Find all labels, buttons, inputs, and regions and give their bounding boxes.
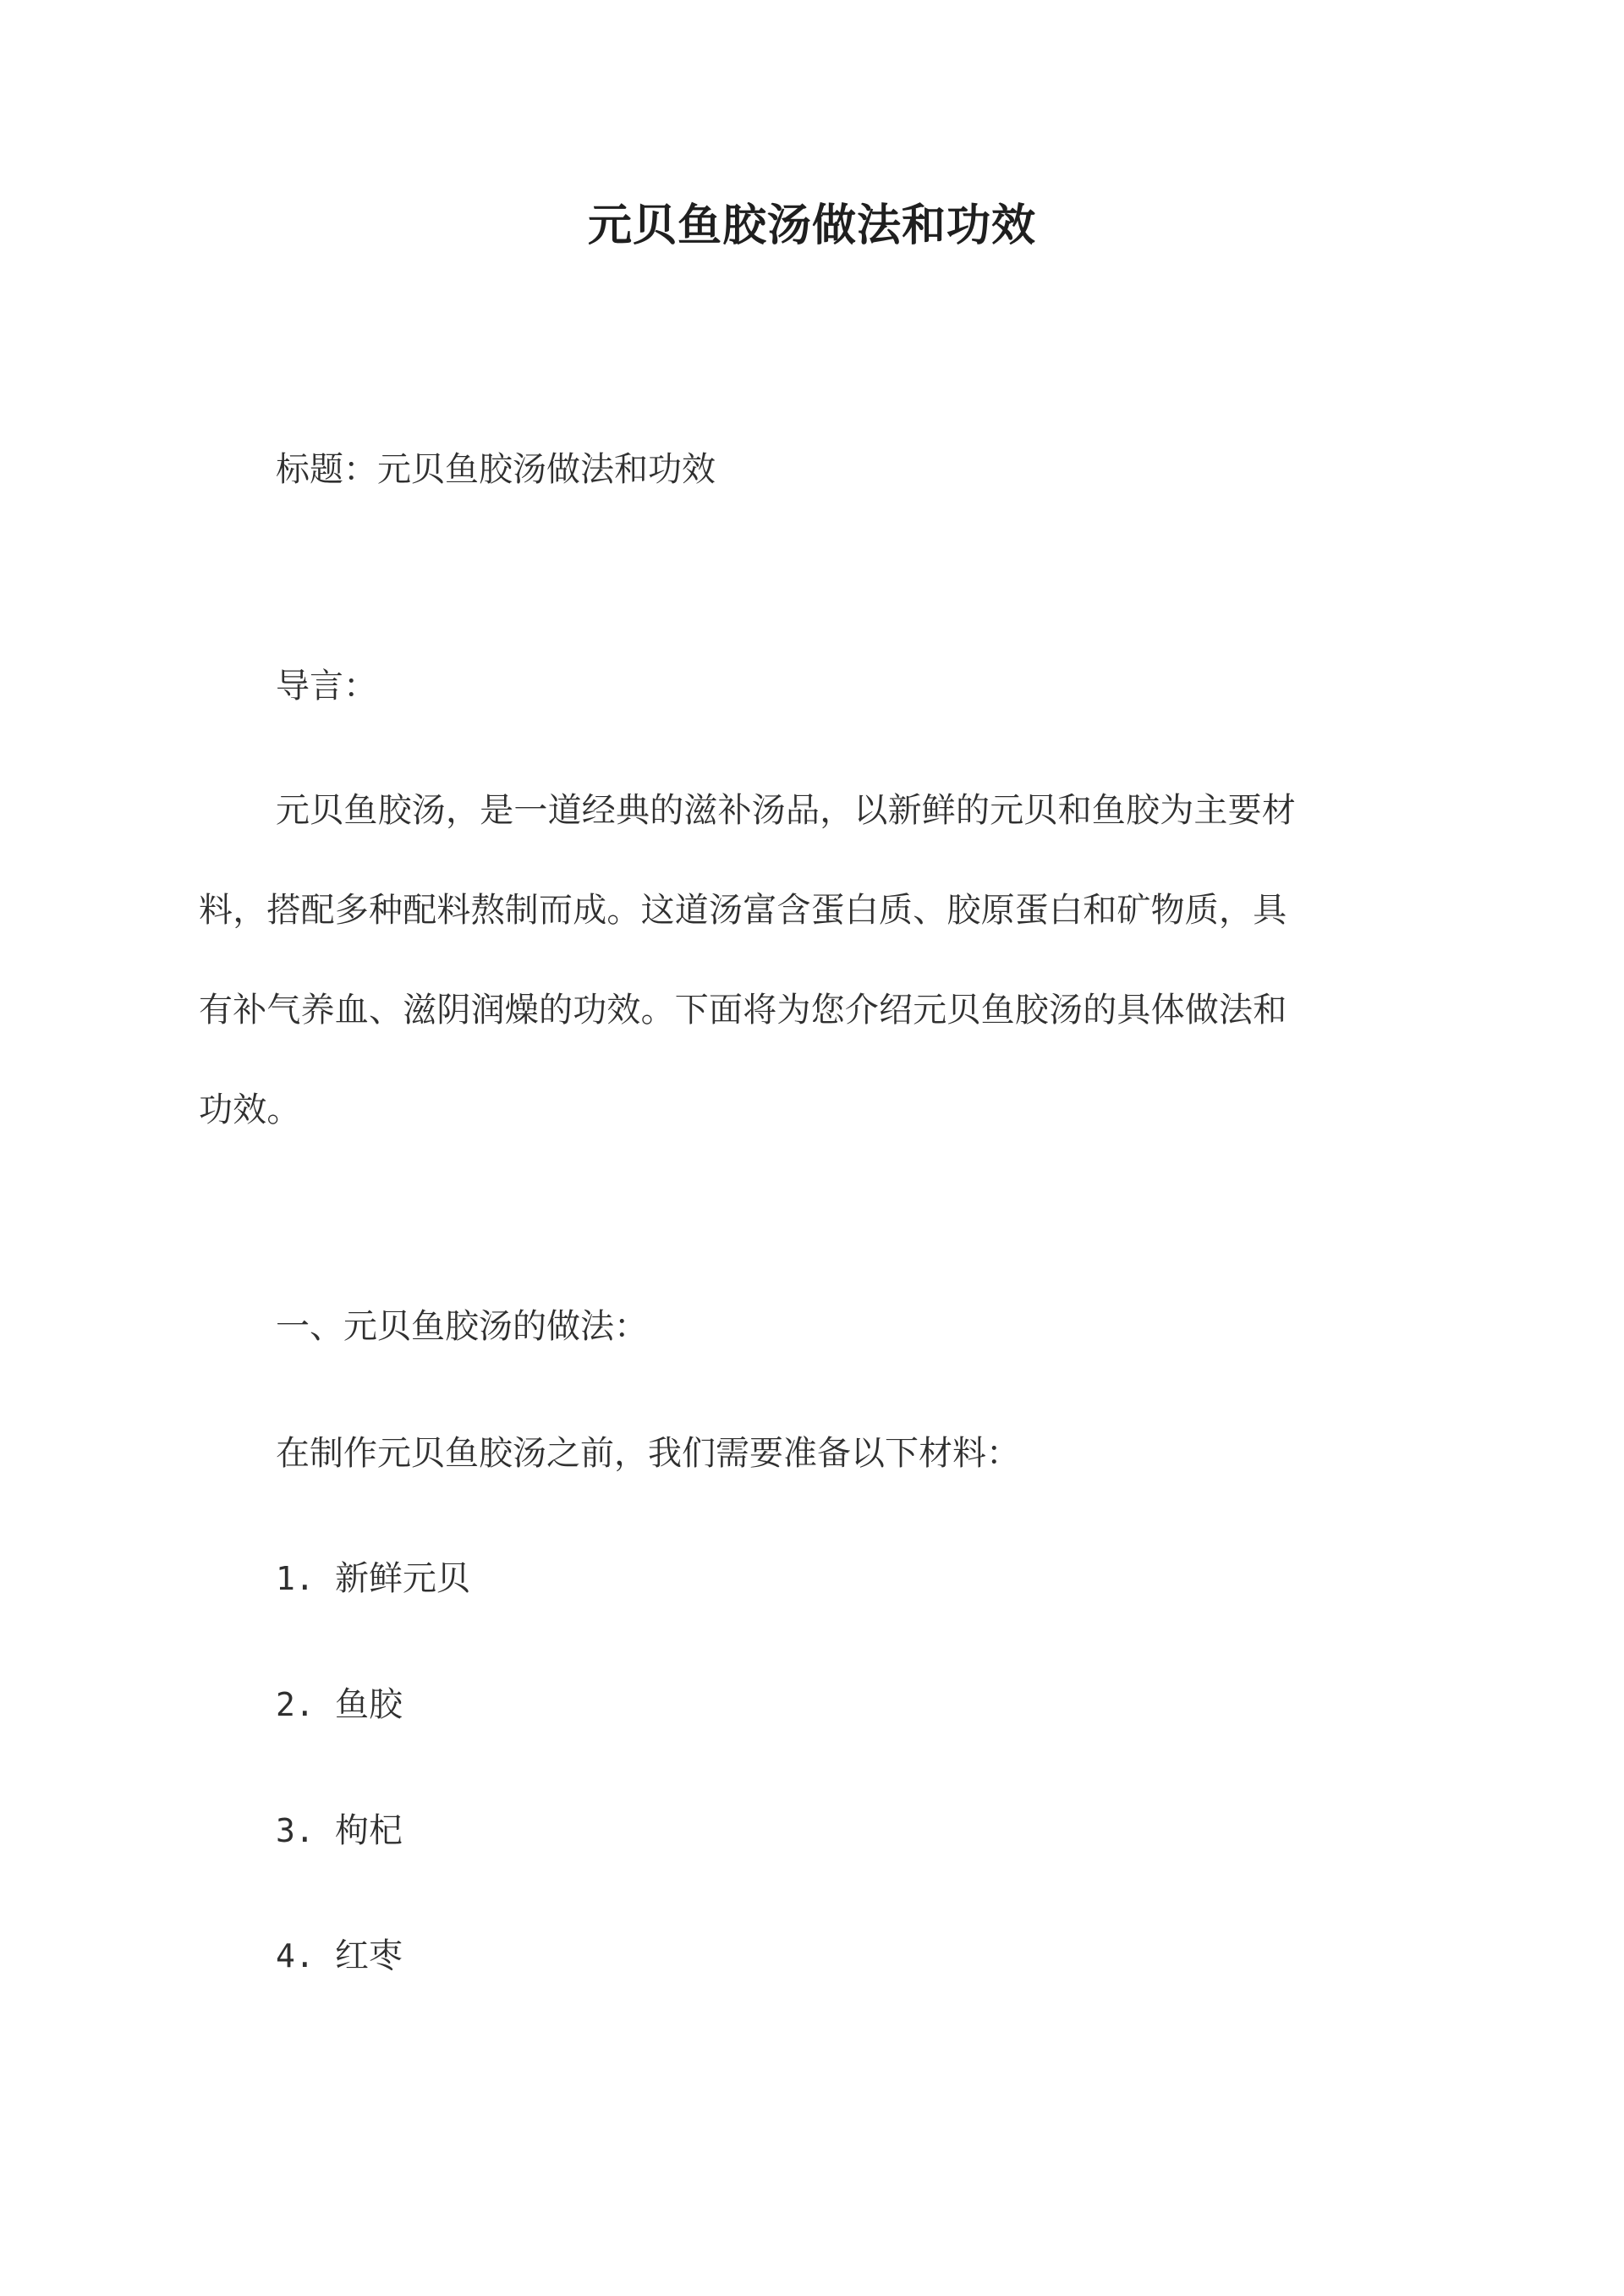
intro-line: 功效。	[199, 1090, 301, 1129]
intro-line: 有补气养血、滋阴润燥的功效。下面将为您介绍元贝鱼胶汤的具体做法和	[199, 991, 1287, 1030]
section-lead: 在制作元贝鱼胶汤之前，我们需要准备以下材料：	[276, 1434, 1020, 1473]
list-text: 枸杞	[335, 1811, 403, 1850]
list-number: 1.	[276, 1560, 315, 1597]
subject-line: 标题：元贝鱼胶汤做法和功效	[276, 450, 716, 489]
list-number: 2.	[276, 1686, 315, 1723]
intro-heading: 导言：	[276, 667, 377, 706]
list-item	[276, 1807, 403, 1854]
list-number: 3.	[276, 1812, 315, 1849]
list-item	[276, 1932, 403, 1980]
list-number: 4.	[276, 1937, 315, 1975]
document-title: 元贝鱼胶汤做法和功效	[587, 200, 1036, 251]
list-item	[276, 1555, 470, 1602]
intro-line: 元贝鱼胶汤，是一道经典的滋补汤品，以新鲜的元贝和鱼胶为主要材	[276, 791, 1296, 830]
intro-paragraph	[199, 787, 1425, 1186]
list-text: 红枣	[335, 1936, 403, 1975]
section-heading: 一、元贝鱼胶汤的做法：	[276, 1307, 648, 1346]
list-text: 鱼胶	[335, 1685, 403, 1724]
list-item	[276, 1681, 403, 1728]
list-text: 新鲜元贝	[335, 1559, 470, 1598]
intro-line: 料，搭配多种配料熬制而成。这道汤富含蛋白质、胶原蛋白和矿物质，具	[199, 891, 1287, 930]
